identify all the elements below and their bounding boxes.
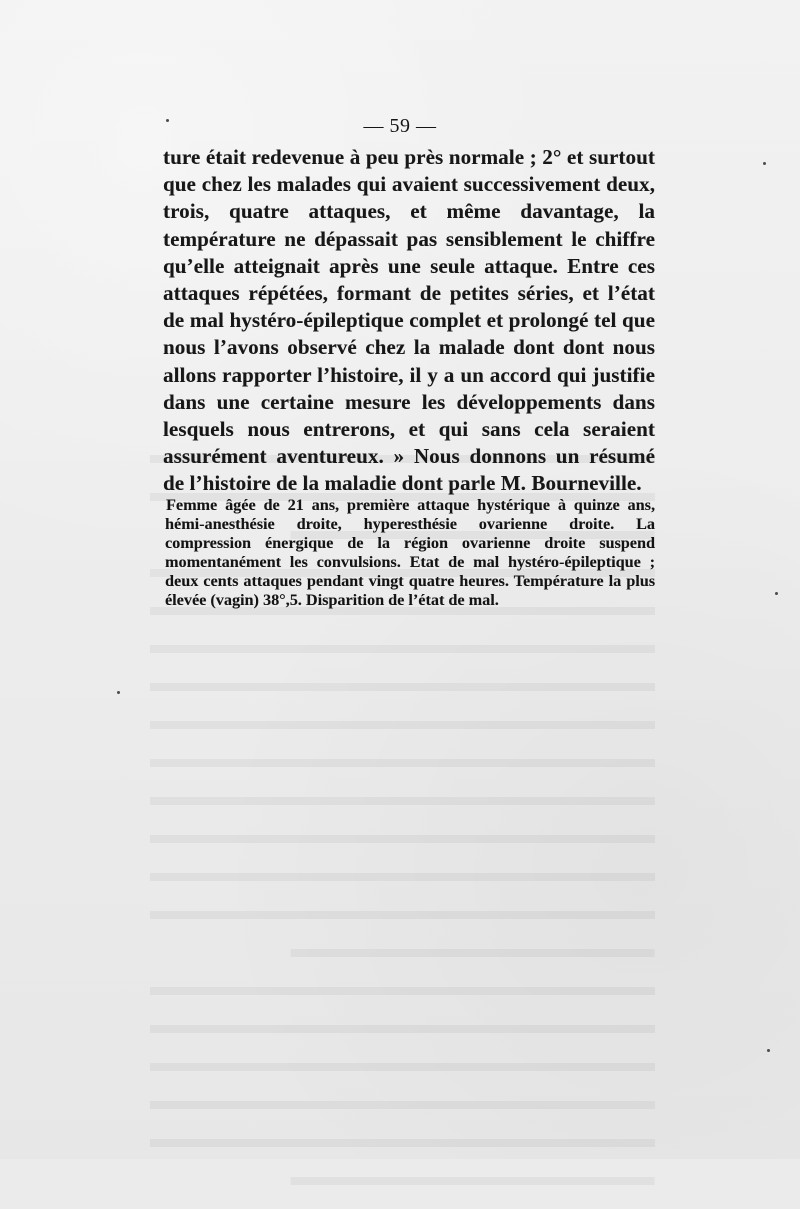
- print-speck: [775, 592, 778, 595]
- bleed-text-line: [150, 1025, 655, 1057]
- bleed-text-line: [150, 987, 655, 1019]
- bleed-text-line: [150, 645, 655, 677]
- bleed-text-line: [150, 607, 655, 639]
- bleed-text-line: [291, 1177, 655, 1209]
- bleed-text-line: [150, 797, 655, 829]
- bleed-text-line: [291, 949, 655, 981]
- bleed-text-line: [150, 1139, 655, 1171]
- print-speck: [166, 119, 169, 122]
- print-speck: [763, 162, 766, 165]
- bleed-text-line: [150, 911, 655, 943]
- bleed-text-line: [150, 759, 655, 791]
- case-summary-paragraph: Femme âgée de 21 ans, première attaque hystérique à quinze ans, hémi-anesthésie droite, hyperesthésie ovarienne droite. La compression énergique de la région ovarienne droite suspend momentanément les convulsions. Etat de mal hystéro-épileptique ; deux cents attaques pendant vingt quatre heures. Température la plus élevée (vagin) 38°,5. Disparition de l’état de mal.: [165, 496, 655, 610]
- bleed-text-line: [150, 873, 655, 905]
- print-speck: [117, 691, 120, 694]
- main-paragraph: ture était redevenue à peu près normale ; 2° et surtout que chez les malades qui avaient successivement deux, trois, quatre attaques, et même davantage, la température ne dépassait pas sensiblement le chiffre qu’elle atteignait après une seule attaque. Entre ces attaques répétées, formant de petites séries, et l’état de mal hystéro-épileptique complet et prolongé tel que nous l’avons observé chez la malade dont dont nous allons rapporter l’histoire, il y a un accord qui justifie dans une certaine mesure les développements dans lesquels nous entrerons, et qui sans cela seraient assurément aventureux. » Nous donnons un résumé de l’histoire de la maladie dont parle M. Bourneville.: [163, 145, 655, 496]
- bleed-text-line: [150, 683, 655, 715]
- bleed-text-line: [150, 835, 655, 867]
- bleed-text-line: [150, 1063, 655, 1095]
- bleed-text-line: [150, 1101, 655, 1133]
- bleed-text-line: [150, 721, 655, 753]
- page-number: — 59 —: [363, 115, 437, 137]
- print-speck: [767, 1049, 770, 1052]
